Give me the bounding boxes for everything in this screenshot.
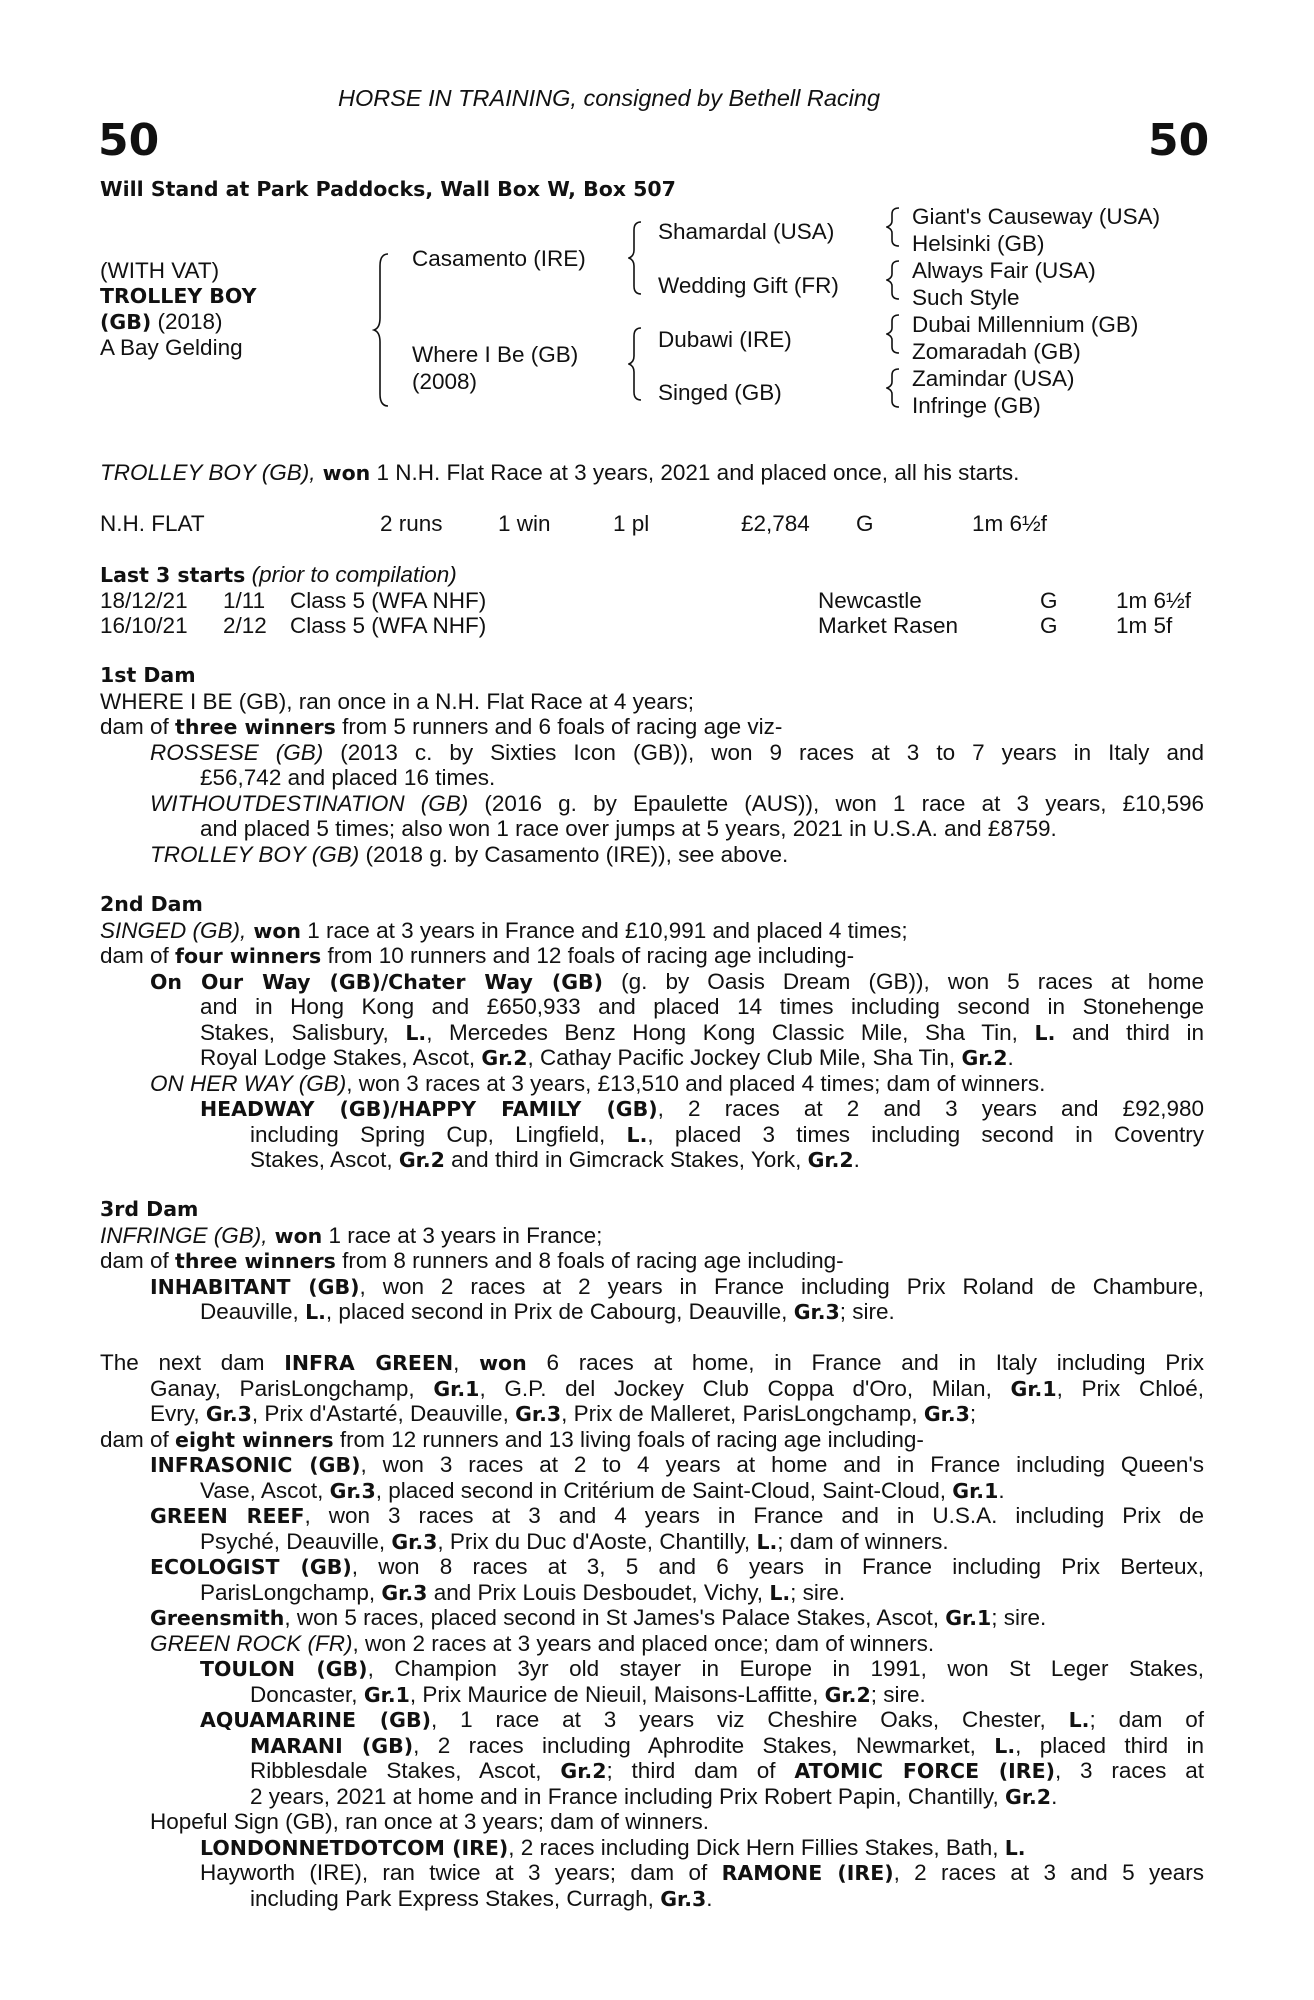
progeny-line <box>100 1758 1204 1784</box>
text: Vase, Ascot, <box>200 1477 330 1503</box>
text: , 2 races at 3 and 5 years <box>893 1860 1205 1885</box>
record-wins: 1 win <box>498 511 551 536</box>
text: Ganay, ParisLongchamp, <box>150 1375 434 1401</box>
text: . <box>998 1477 1005 1503</box>
pedigree-dam-dam: Singed (GB) <box>658 380 782 405</box>
pedigree-g4: Such Style <box>912 285 1020 310</box>
text: The next dam <box>100 1350 285 1375</box>
progeny-line <box>100 1733 1204 1759</box>
text: and third in <box>1055 1019 1204 1045</box>
progeny-line <box>100 1096 1204 1122</box>
next-dam-section <box>100 1350 1204 1911</box>
stand-location: Will Stand at Park Paddocks, Wall Box W, Box 507 <box>100 177 676 201</box>
pedigree-sire: Casamento (IRE) <box>412 246 586 271</box>
progeny-line <box>100 1452 1204 1478</box>
winners-count: four winners <box>175 944 322 968</box>
text: , placed 3 times including second in Coventry <box>647 1121 1205 1147</box>
text: Stakes, Salisbury, <box>200 1019 406 1045</box>
text: ; sire. <box>991 1605 1047 1630</box>
text: Evry, <box>150 1401 206 1426</box>
progeny-line <box>100 1631 1204 1657</box>
pedigree-g6: Zomaradah (GB) <box>912 339 1081 364</box>
text: , G.P. del Jockey Club Coppa d'Oro, Milan, <box>479 1375 1011 1401</box>
grade: L. <box>305 1300 326 1324</box>
grade: Gr.2 <box>824 1682 871 1707</box>
dam-name: INFRINGE (GB), <box>100 1222 268 1248</box>
progeny-line <box>100 1299 1204 1325</box>
grade: Gr.3 <box>205 1402 252 1426</box>
summary-won: won <box>315 461 371 485</box>
winners-count: eight winners <box>175 1427 334 1452</box>
progeny-line: £56,742 and placed 16 times. <box>200 765 496 790</box>
pedigree-g2: Helsinki (GB) <box>912 231 1045 256</box>
progeny-line <box>100 1784 1204 1810</box>
pedigree-g5: Dubai Millennium (GB) <box>912 312 1139 337</box>
dam-name: SINGED (GB), <box>100 917 247 943</box>
progeny-line: and in Hong Kong and £650,933 and placed 14 times including second in Stonehenge <box>200 994 1204 1019</box>
progeny-line <box>100 1656 1204 1682</box>
text: (2013 c. by Sixties Icon (GB)), won 9 races at 3 to 7 years in Italy and <box>323 739 1204 765</box>
text: , Prix d'Astarté, Deauville, <box>251 1401 516 1426</box>
text: 2 years, 2021 at home and in France including Prix Robert Papin, Chantilly, <box>250 1783 1005 1809</box>
text: dam of <box>100 1248 176 1273</box>
grade: Gr.2 <box>961 1046 1008 1070</box>
brace-g2 <box>886 259 902 301</box>
dam-line <box>100 1401 1204 1427</box>
text: , 2 races including Dick Hern Fillies Stakes, Bath, <box>508 1834 1005 1860</box>
dam-line: WHERE I BE (GB), ran once in a N.H. Flat Race at 4 years; <box>100 688 694 714</box>
text: from 12 runners and 13 living foals of racing age including- <box>333 1426 924 1452</box>
progeny-line <box>100 1503 1204 1529</box>
text: dam of <box>100 943 176 968</box>
last3-header <box>100 562 457 589</box>
text: , Prix de Malleret, ParisLongchamp, <box>561 1401 924 1426</box>
consignor-line: HORSE IN TRAINING, consigned by Bethell Racing <box>338 85 881 111</box>
grade: Gr.3 <box>515 1402 562 1426</box>
progeny-line <box>100 1020 1204 1046</box>
text: , placed third in <box>1015 1732 1204 1758</box>
progeny-name: TOULON (GB) <box>200 1657 368 1681</box>
text: and Prix Louis Desboudet, Vichy, <box>427 1579 770 1605</box>
text: . <box>1007 1045 1014 1070</box>
progeny-name: MARANI (GB) <box>250 1733 414 1758</box>
dam-line <box>100 714 1204 740</box>
text: Stakes, Ascot, <box>250 1147 399 1172</box>
horse-name: TROLLEY BOY <box>100 283 257 308</box>
brace-g4 <box>886 367 902 409</box>
text: Ribblesdale Stakes, Ascot, <box>250 1758 561 1783</box>
second-dam-section <box>100 892 1204 1173</box>
dam-line <box>100 1248 1204 1274</box>
text: (2018 g. by Casamento (IRE)), see above. <box>359 841 789 867</box>
progeny-name: Greensmith <box>150 1606 285 1630</box>
text: ; sire. <box>790 1579 846 1605</box>
text: Psyché, Deauville, <box>200 1528 392 1554</box>
text: ; sire. <box>839 1299 895 1324</box>
text: from 10 runners and 12 foals of racing age including- <box>321 943 855 968</box>
pedigree-sire-dam: Wedding Gift (FR) <box>658 273 839 298</box>
horse-year: (2018) <box>157 309 223 334</box>
text: . <box>1051 1783 1058 1809</box>
grade: Gr.2 <box>481 1046 528 1070</box>
progeny-name: GREEN ROCK (FR) <box>150 1630 353 1656</box>
last3-row-going: G <box>1040 613 1058 638</box>
dam-line <box>100 1376 1204 1402</box>
section-title: 1st Dam <box>100 663 196 687</box>
won: won <box>246 918 302 943</box>
grade: L. <box>1004 1835 1026 1860</box>
text: 1 race at 3 years in France; <box>322 1222 603 1248</box>
text: , Mercedes Benz Hong Kong Classic Mile, Sha Tin, <box>426 1019 1035 1045</box>
horse-description: A Bay Gelding <box>100 334 243 360</box>
last3-row-dist: 1m 5f <box>1116 613 1173 638</box>
grade: Gr.2 <box>1005 1784 1052 1809</box>
text: , Prix Chloé, <box>1056 1375 1205 1401</box>
text: and third in Gimcrack Stakes, York, <box>444 1147 808 1172</box>
text: Hayworth (IRE), ran twice at 3 years; dam of <box>200 1860 722 1885</box>
last3-row-course: Market Rasen <box>818 613 959 638</box>
text: , Prix Maurice de Nieuil, Maisons-Laffitte, <box>409 1681 825 1707</box>
text: (2016 g. by Epaulette (AUS)), won 1 race at 3 years, £10,596 <box>468 790 1204 816</box>
summary-rest: 1 N.H. Flat Race at 3 years, 2021 and placed once, all his starts. <box>370 460 1020 485</box>
brace-g3 <box>886 313 902 355</box>
grade: Gr.2 <box>398 1148 445 1172</box>
dam-line <box>100 943 1204 969</box>
progeny-name: WITHOUTDESTINATION (GB) <box>150 790 469 816</box>
progeny-name: On Our Way (GB)/Chater Way (GB) <box>150 969 604 994</box>
progeny-line <box>100 1071 1204 1097</box>
horse-country-year <box>100 309 256 335</box>
text: , 2 races including Aphrodite Stakes, Newmarket, <box>413 1732 995 1758</box>
dam-line <box>100 1350 1204 1376</box>
pedigree-g7: Zamindar (USA) <box>912 366 1075 391</box>
text: , 1 race at 3 years viz Cheshire Oaks, Chester, <box>430 1707 1069 1732</box>
grade: L. <box>405 1020 427 1045</box>
text: ; sire. <box>870 1681 926 1707</box>
progeny-line <box>100 1886 1204 1912</box>
winners-count: three winners <box>175 715 336 739</box>
last3-note: (prior to compilation) <box>245 562 457 587</box>
progeny-line: and placed 5 times; also won 1 race over jumps at 5 years, 2021 in U.S.A. and £8759. <box>200 816 1057 841</box>
text: . <box>706 1885 713 1911</box>
horse-block <box>100 258 256 360</box>
progeny-name: GREEN REEF <box>150 1504 305 1528</box>
grade: Gr.2 <box>807 1148 854 1172</box>
section-title: 2nd Dam <box>100 892 203 916</box>
dam-line <box>100 1427 1204 1453</box>
pedigree-dam-year: (2008) <box>412 369 478 394</box>
text: , won 2 races at 2 years in France including Prix Roland de Chambure, <box>359 1273 1204 1299</box>
text: , Champion 3yr old stayer in Europe in 1991, won St Leger Stakes, <box>367 1656 1204 1681</box>
grade: L. <box>1034 1020 1056 1045</box>
last3-row-date: 18/12/21 <box>100 588 188 613</box>
progeny-line <box>100 740 1204 766</box>
grade: L. <box>626 1122 648 1147</box>
text: , placed second in Critérium de Saint-Cloud, Saint-Cloud, <box>375 1477 953 1503</box>
progeny-line <box>100 1274 1204 1300</box>
text: dam of <box>100 1426 176 1452</box>
grade: Gr.1 <box>433 1376 480 1401</box>
progeny-line <box>100 1707 1204 1733</box>
grade: L. <box>994 1733 1016 1758</box>
last3-row-class: Class 5 (WFA NHF) <box>290 613 487 638</box>
dam-line <box>100 918 1204 944</box>
record-type: N.H. FLAT <box>100 511 205 536</box>
progeny-name: TROLLEY BOY (GB) <box>150 841 360 867</box>
progeny-name: HEADWAY (GB)/HAPPY FAMILY (GB) <box>200 1097 658 1121</box>
text: ; dam of <box>1089 1707 1204 1732</box>
text: , won 3 races at 3 and 4 years in France and in U.S.A. including Prix de <box>304 1503 1204 1528</box>
section-title: 3rd Dam <box>100 1197 199 1221</box>
grade: Gr.3 <box>923 1402 970 1426</box>
text: , won 5 races, placed second in St James's Palace Stakes, Ascot, <box>284 1605 946 1630</box>
progeny-line <box>100 1860 1204 1886</box>
text: dam of <box>100 714 176 739</box>
grade: Gr.3 <box>381 1580 428 1605</box>
progeny-line <box>100 1045 1204 1071</box>
progeny-name: ON HER WAY (GB) <box>150 1070 347 1096</box>
record-distance: 1m 6½f <box>972 511 1048 536</box>
grade: Gr.1 <box>952 1478 999 1503</box>
progeny-line <box>100 1147 1204 1173</box>
progeny-name: RAMONE (IRE) <box>721 1861 894 1885</box>
grade: L. <box>756 1529 778 1554</box>
text: , 3 races at <box>1054 1758 1204 1783</box>
pedigree-sire-sire: Shamardal (USA) <box>658 219 835 244</box>
grade: Gr.3 <box>793 1300 840 1324</box>
last3-row-dist: 1m 6½f <box>1116 588 1192 613</box>
won: won <box>479 1351 527 1375</box>
record-prize: £2,784 <box>741 511 810 536</box>
last3-row-course: Newcastle <box>818 588 922 613</box>
text: , won 8 races at 3, 5 and 6 years in France including Prix Berteux, <box>351 1554 1205 1579</box>
text: , won 3 races at 3 years, £13,510 and placed 4 times; dam of winners. <box>346 1070 1046 1096</box>
text: . <box>853 1147 860 1172</box>
progeny-line <box>100 842 1204 868</box>
text: 1 race at 3 years in France and £10,991 and placed 4 times; <box>301 917 908 943</box>
grade: Gr.3 <box>660 1886 707 1911</box>
record-going: G <box>856 511 874 536</box>
text: , won 3 races at 2 to 4 years at home and in France including Queen's <box>360 1452 1204 1477</box>
text: , Cathay Pacific Jockey Club Mile, Sha Tin, <box>527 1045 962 1070</box>
summary-line <box>100 460 1019 487</box>
record-placed: 1 pl <box>613 511 650 536</box>
grade: Gr.3 <box>391 1529 438 1554</box>
horse-country: (GB) <box>100 310 152 334</box>
progeny-line <box>100 1580 1204 1606</box>
text: from 8 runners and 8 foals of racing age including- <box>335 1248 844 1273</box>
progeny-name: ATOMIC FORCE (IRE) <box>794 1759 1055 1783</box>
grade: L. <box>769 1580 791 1605</box>
progeny-name: LONDONNETDOTCOM (IRE) <box>200 1835 509 1860</box>
progeny-line <box>100 969 1204 995</box>
last3-row-going: G <box>1040 588 1058 613</box>
grade: L. <box>1068 1708 1090 1732</box>
progeny-name: AQUAMARINE (GB) <box>200 1708 431 1732</box>
last3-row-class: Class 5 (WFA NHF) <box>290 588 487 613</box>
lot-number-left: 50 <box>98 115 160 166</box>
dam-name: INFRA GREEN <box>284 1351 454 1375</box>
text: ParisLongchamp, <box>200 1579 382 1605</box>
text: Royal Lodge Stakes, Ascot, <box>200 1045 482 1070</box>
dam-line <box>100 1223 1204 1249</box>
winners-count: three winners <box>175 1249 336 1273</box>
text: from 5 runners and 6 foals of racing age viz- <box>335 714 783 739</box>
text: (g. by Oasis Dream (GB)), won 5 races at home <box>603 968 1205 994</box>
lot-number-right: 50 <box>1148 115 1210 166</box>
text: Deauville, <box>200 1299 306 1324</box>
grade: Gr.1 <box>1010 1376 1057 1401</box>
last3-row-pos: 1/11 <box>223 588 266 613</box>
pedigree-dam-sire: Dubawi (IRE) <box>658 327 792 352</box>
progeny-line: Hopeful Sign (GB), ran once at 3 years; dam of winners. <box>150 1809 710 1834</box>
progeny-line <box>100 1478 1204 1504</box>
brace-sire <box>628 220 644 296</box>
text: , Prix du Duc d'Aoste, Chantilly, <box>437 1528 757 1554</box>
pedigree-g3: Always Fair (USA) <box>912 258 1096 283</box>
text: ; <box>969 1401 977 1426</box>
pedigree-g1: Giant's Causeway (USA) <box>912 204 1161 229</box>
third-dam-section <box>100 1197 1204 1325</box>
grade: Gr.1 <box>363 1682 410 1707</box>
progeny-line <box>100 1605 1204 1631</box>
last3-row-pos: 2/12 <box>223 613 267 638</box>
pedigree-dam: Where I Be (GB) <box>412 342 579 367</box>
progeny-name: INFRASONIC (GB) <box>150 1453 361 1477</box>
grade: Gr.1 <box>945 1606 992 1630</box>
text: including Park Express Stakes, Curragh, <box>250 1885 661 1911</box>
text: ; third dam of <box>606 1758 795 1783</box>
brace-main <box>372 252 392 408</box>
text: Doncaster, <box>250 1681 364 1707</box>
grade: Gr.2 <box>560 1759 607 1783</box>
progeny-name: INHABITANT (GB) <box>150 1274 360 1299</box>
record-runs: 2 runs <box>380 511 443 536</box>
first-dam-section <box>100 663 1204 867</box>
brace-g1 <box>886 206 902 248</box>
text: ; dam of winners. <box>777 1528 949 1554</box>
progeny-line <box>100 1122 1204 1148</box>
progeny-line <box>100 1529 1204 1555</box>
vat-note: (WITH VAT) <box>100 258 220 283</box>
brace-dam <box>628 326 644 402</box>
summary-horse: TROLLEY BOY (GB), <box>100 460 316 485</box>
text: , won 2 races at 3 years and placed once; dam of winners. <box>352 1630 935 1656</box>
progeny-name: ROSSESE (GB) <box>150 739 324 765</box>
progeny-line <box>100 1835 1204 1861</box>
text: 6 races at home, in France and in Italy including Prix <box>526 1350 1204 1375</box>
text: , 2 races at 2 and 3 years and £92,980 <box>657 1096 1204 1121</box>
text: including Spring Cup, Lingfield, <box>250 1121 627 1147</box>
grade: Gr.3 <box>329 1478 376 1503</box>
text: , placed second in Prix de Cabourg, Deauville, <box>325 1299 794 1324</box>
pedigree-g8: Infringe (GB) <box>912 393 1041 418</box>
last3-title: Last 3 starts <box>100 563 246 587</box>
won: won <box>267 1223 323 1248</box>
progeny-line <box>100 1682 1204 1708</box>
progeny-line <box>100 791 1204 817</box>
progeny-name: ECOLOGIST (GB) <box>150 1555 352 1579</box>
last3-row-date: 16/10/21 <box>100 613 188 638</box>
progeny-line <box>100 1554 1204 1580</box>
text: , <box>453 1350 480 1375</box>
